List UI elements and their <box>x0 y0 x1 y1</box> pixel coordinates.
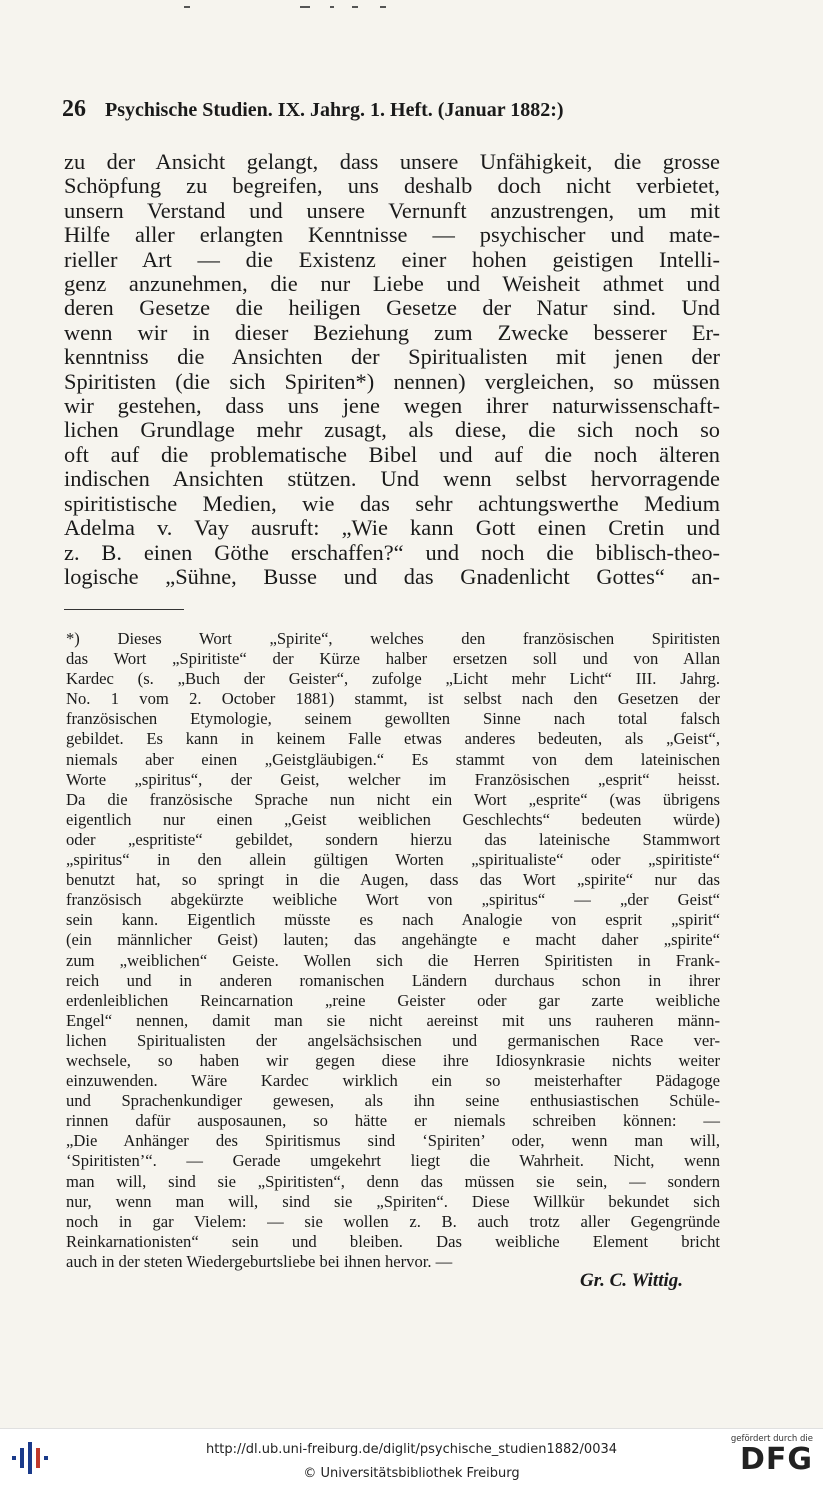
text-line: z. B. einen Göthe erschaffen?“ und noch die biblisch-theo- <box>64 539 720 565</box>
footnote-line: noch in gar Vielem: — sie wollen z. B. auch trotz aller Gegengründe <box>66 1211 720 1231</box>
page-number: 26 <box>62 96 86 122</box>
footnote-line: eigentlich nur einen „Geist weiblichen Geschlechts“ bedeuten würde) <box>66 809 720 829</box>
footnote-line: (ein männlicher Geist) lauten; das angehängte e macht daher „spirite“ <box>66 930 720 950</box>
text-line: lichen Grundlage mehr zusagt, als diese, die sich noch so <box>64 417 720 443</box>
footnote-line: Worte „spiritus“, der Geist, welcher im Französischen „esprit“ heisst. <box>66 769 720 789</box>
footnote-line: das Wort „Spiritiste“ der Kürze halber ersetzen soll und von Allan <box>66 649 720 669</box>
running-title: Psychische Studien. IX. Jahrg. 1. Heft. (Januar 1882:) <box>105 99 564 121</box>
footnote-line: Engel“ nennen, damit man sie nicht aereinst mit uns rauheren männ- <box>66 1010 720 1030</box>
dfg-logo <box>727 1434 813 1484</box>
footnote-line: benutzt hat, so springt in die Augen, dass das Wort „spirite“ nur das <box>66 870 720 890</box>
text-line: Schöpfung zu begreifen, uns deshalb doch nicht verbietet, <box>64 173 720 199</box>
footnote-line: man will, sind sie „Spiritisten“, denn das müssen sie sein, — sondern <box>66 1171 720 1191</box>
scan-edge-marks <box>0 0 823 14</box>
text-line: Spiritisten (die sich Spiriten*) nennen) vergleichen, so müssen <box>64 368 720 394</box>
footnote-block <box>66 629 720 1272</box>
footnote-line: französisch abgekürzte weibliche Wort von „spiritus“ — „der Geist“ <box>66 890 720 910</box>
main-text-block <box>64 150 720 589</box>
text-line: zu der Ansicht gelangt, dass unsere Unfähigkeit, die grosse <box>64 149 720 174</box>
text-line: unsern Verstand und unsere Vernunft anzustrengen, um mit <box>64 197 720 223</box>
footnote-line: wechsele, so haben wir gegen diese ihre Idiosynkrasie nichts weiter <box>66 1050 720 1070</box>
footnote-line: „Die Anhänger des Spiritismus sind ‘Spiriten’ oder, wenn man will, <box>66 1131 720 1151</box>
footnote-line: französischen Etymologie, seinem gewollten Sinne nach total falsch <box>66 709 720 729</box>
footnote-separator <box>64 609 184 610</box>
footnote-line: und Sprachenkundiger gewesen, als ihn seine enthusiastischen Schüle- <box>66 1091 720 1111</box>
permalink-url[interactable]: http://dl.ub.uni-freiburg.de/diglit/psychische_studien1882/0034 <box>205 1442 618 1457</box>
footnote-line: niemals aber einen „Geistgläubigen.“ Es stammt von dem lateinischen <box>66 749 720 769</box>
running-header <box>62 96 730 123</box>
text-line: oft auf die problematische Bibel und auf die noch älteren <box>64 441 720 467</box>
footnote-line: Da die französische Sprache nun nicht ein Wort „esprite“ (was übrigens <box>66 789 720 809</box>
text-line: Hilfe aller erlangten Kenntnisse — psychischer und mate- <box>64 222 720 248</box>
footnote-line: sein kann. Eigentlich müsste es nach Analogie von esprit „spirit“ <box>66 910 720 930</box>
footnote-line: *) Dieses Wort „Spirite“, welches den französischen Spiritisten <box>66 629 720 648</box>
text-line: logische „Sühne, Busse und das Gnadenlicht Gottes“ an- <box>64 563 720 589</box>
footnote-line: gebildet. Es kann in keinem Falle etwas anderes bedeuten, als „Geist“, <box>66 729 720 749</box>
text-line: indischen Ansichten stützen. Und wenn selbst hervorragende <box>64 466 720 492</box>
dfg-logo-text: DFG <box>739 1442 813 1477</box>
copyright-notice: © Universitätsbibliothek Freiburg <box>303 1466 520 1481</box>
text-line: wenn wir in dieser Beziehung zum Zwecke besserer Er- <box>64 319 720 345</box>
footnote-line: zum „weiblichen“ Geiste. Wollen sich die Herren Spiritisten in Frank- <box>66 950 720 970</box>
text-line: spiritistische Medien, wie das sehr achtungswerthe Medium <box>64 490 720 516</box>
footnote-line: reich und in anderen romanischen Ländern durchaus schon in ihrer <box>66 970 720 990</box>
text-line: rieller Art — die Existenz einer hohen geistigen Intelli- <box>64 246 720 272</box>
text-line: wir gestehen, dass uns jene wegen ihrer naturwissenschaft- <box>64 393 720 419</box>
text-line: genz anzunehmen, die nur Liebe und Weisheit athmet und <box>64 271 720 297</box>
text-line: deren Gesetze die heiligen Gesetze der Natur sind. Und <box>64 295 720 321</box>
footnote-line: Kardec (s. „Buch der Geister“, zufolge „Licht mehr Licht“ III. Jahrg. <box>66 669 720 689</box>
footnote-line: ‘Spiritisten’“. — Gerade umgekehrt liegt die Wahrheit. Nicht, wenn <box>66 1151 720 1171</box>
dfg-tagline: gefördert durch die <box>730 1434 813 1444</box>
footnote-line: oder „espritiste“ gebildet, sondern hierzu das lateinische Stammwort <box>66 829 720 849</box>
footnote-line: auch in der steten Wiedergeburtsliebe bei ihnen hervor. — <box>66 1251 453 1271</box>
footnote-line: einzuwenden. Wäre Kardec wirklich ein so meisterhafter Pädagoge <box>66 1071 720 1091</box>
footnote-line: lichen Spiritualisten der angelsächsischen und germanischen Race ver- <box>66 1030 720 1050</box>
author-signature: Gr. C. Wittig. <box>580 1270 683 1291</box>
text-line: kenntniss die Ansichten der Spiritualisten mit jenen der <box>64 344 720 370</box>
footnote-line: erdenleiblichen Reincarnation „reine Geister oder gar zarte weibliche <box>66 990 720 1010</box>
footnote-line: Reinkarnationisten“ sein und bleiben. Das weibliche Element bricht <box>66 1231 720 1251</box>
footnote-line: rinnen dafür ausposaunen, so hätte er niemals schreiben können: — <box>66 1111 720 1131</box>
footnote-line: nur, wenn man will, sind sie „Spiriten“. Diese Willkür bekundet sich <box>66 1191 720 1211</box>
text-line: Adelma v. Vay ausruft: „Wie kann Gott einen Cretin und <box>64 515 720 541</box>
footnote-line: No. 1 vom 2. October 1881) stammt, ist selbst nach den Gesetzen der <box>66 689 720 709</box>
footnote-line: „spiritus“ in den allein gültigen Worten „spiritualiste“ oder „spiritiste“ <box>66 850 720 870</box>
